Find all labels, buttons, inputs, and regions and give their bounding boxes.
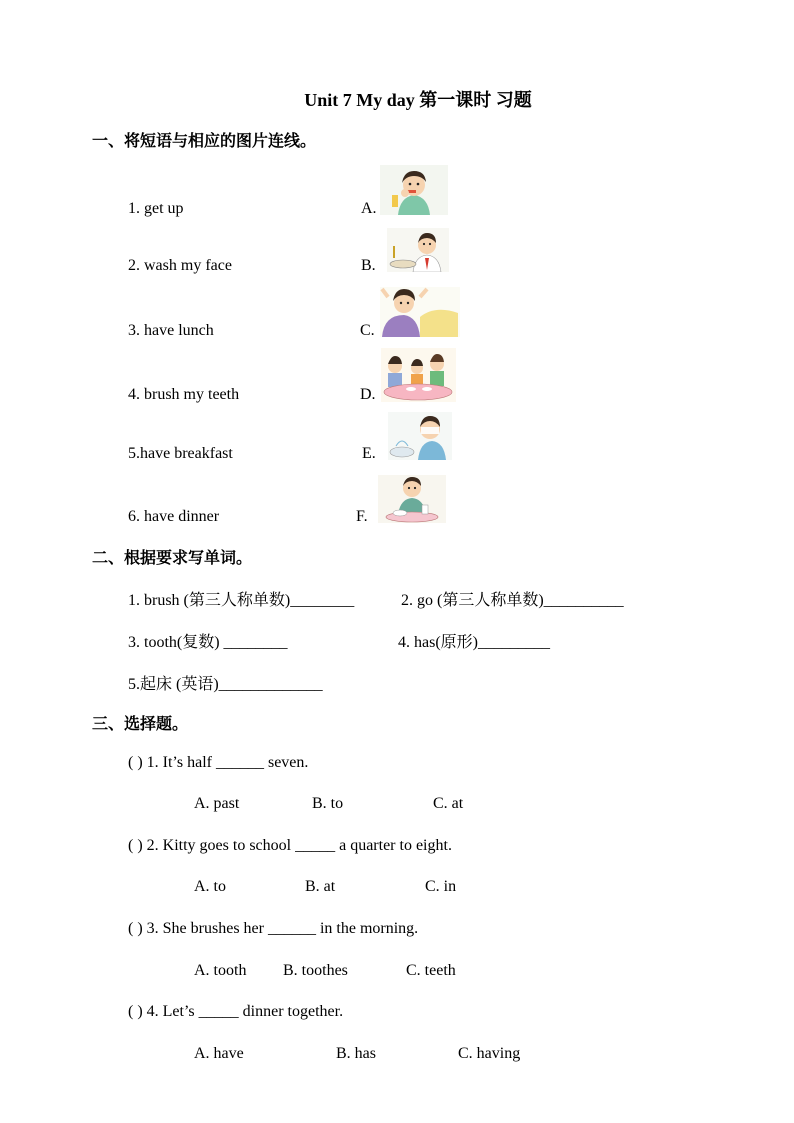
family-dinner-illustration xyxy=(381,348,456,402)
phrase-3: 3. have lunch xyxy=(128,322,214,339)
choice-2-option-b: B. at xyxy=(305,878,336,895)
choice-4-option-c: C. having xyxy=(458,1045,521,1062)
letter-e: E. xyxy=(362,445,376,462)
eating-lunch-illustration xyxy=(387,228,449,272)
letter-a: A. xyxy=(361,200,377,217)
choice-3-option-b: B. toothes xyxy=(283,962,348,979)
brushing-teeth-illustration xyxy=(380,165,448,215)
choice-2-option-c: C. in xyxy=(425,878,457,895)
phrase-1: 1. get up xyxy=(128,200,184,217)
washing-face-illustration xyxy=(388,412,452,460)
phrase-4: 4. brush my teeth xyxy=(128,386,240,403)
phrase-6: 6. have dinner xyxy=(128,508,220,525)
choice-question-4: ( ) 4. Let’s _____ dinner together. xyxy=(128,1003,344,1020)
phrase-5: 5.have breakfast xyxy=(128,445,233,462)
section-3-heading: 三、选择题。 xyxy=(92,716,189,733)
choice-3-option-a: A. tooth xyxy=(194,962,247,979)
section-1-heading: 一、将短语与相应的图片连线。 xyxy=(92,133,317,150)
choice-question-1: ( ) 1. It’s half ______ seven. xyxy=(128,754,309,771)
page-title: Unit 7 My day 第一课时 习题 xyxy=(304,90,532,110)
write-word-3: 3. tooth(复数) ________ xyxy=(128,634,288,651)
choice-4-option-b: B. has xyxy=(336,1045,376,1062)
choice-question-2: ( ) 2. Kitty goes to school _____ a quarter to eight. xyxy=(128,837,452,854)
write-word-1: 1. brush (第三人称单数)________ xyxy=(128,592,355,609)
choice-3-option-c: C. teeth xyxy=(406,962,456,979)
letter-d: D. xyxy=(360,386,376,403)
choice-1-option-a: A. past xyxy=(194,795,240,812)
letter-b: B. xyxy=(361,257,376,274)
write-word-2: 2. go (第三人称单数)__________ xyxy=(401,592,624,609)
choice-4-option-a: A. have xyxy=(194,1045,244,1062)
getting-up-illustration xyxy=(380,287,460,337)
letter-f: F. xyxy=(356,508,368,525)
choice-1-option-c: C. at xyxy=(433,795,464,812)
choice-1-option-b: B. to xyxy=(312,795,344,812)
write-word-4: 4. has(原形)_________ xyxy=(398,634,550,651)
write-word-5: 5.起床 (英语)_____________ xyxy=(128,676,323,693)
letter-c: C. xyxy=(360,322,375,339)
choice-question-3: ( ) 3. She brushes her ______ in the morning. xyxy=(128,920,419,937)
choice-2-option-a: A. to xyxy=(194,878,226,895)
having-breakfast-illustration xyxy=(378,475,446,523)
phrase-2: 2. wash my face xyxy=(128,257,232,274)
section-2-heading: 二、根据要求写单词。 xyxy=(92,550,253,567)
